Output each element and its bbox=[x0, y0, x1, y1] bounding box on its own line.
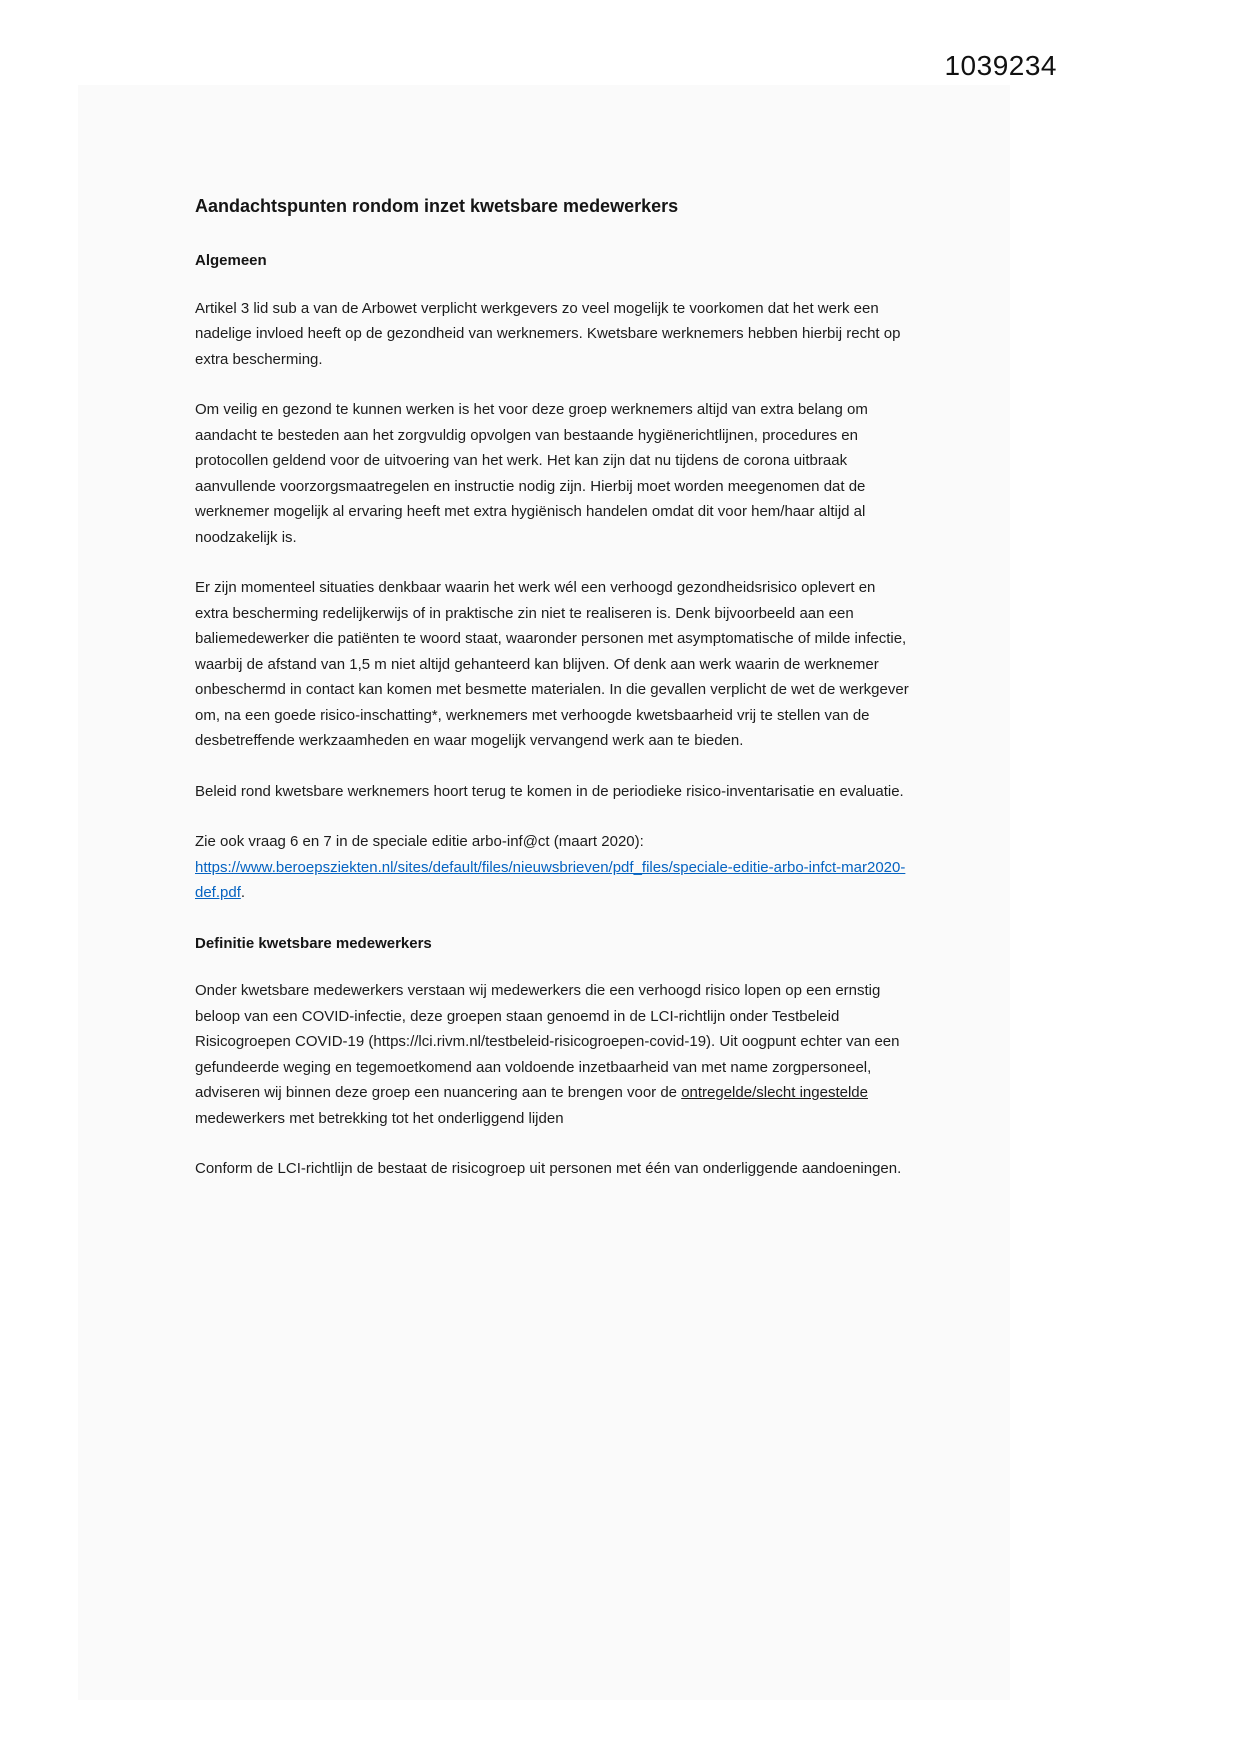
zie-ook-intro-text: Zie ook vraag 6 en 7 in de speciale editie arbo-inf@ct (maart 2020): bbox=[195, 833, 644, 850]
beroepsziekten-pdf-link[interactable]: https://www.beroepsziekten.nl/sites/default/files/nieuwsbrieven/pdf_files/speciale-editie-arbo-infct-mar2020-def.pdf bbox=[195, 858, 906, 901]
paragraph-zie-ook bbox=[195, 829, 911, 906]
paragraph-hygienerichtlijnen: Om veilig en gezond te kunnen werken is het voor deze groep werknemers altijd van extra belang om aandacht te besteden aan het zorgvuldig opvolgen van bestaande hygiënerichtlijnen, procedures en protocollen geldend voor de uitvoering van het werk. Het kan zijn dat nu tijdens de corona uitbraak aanvullende voorzorgsmaatregelen en instructie nodig zijn. Hierbij moet worden meegenomen dat de werknemer mogelijk al ervaring heeft met extra hygiënisch handelen omdat dit voor hem/haar altijd al noodzakelijk is. bbox=[195, 401, 868, 546]
heading-definitie: Definitie kwetsbare medewerkers bbox=[195, 934, 432, 952]
definitie-text-before: Onder kwetsbare medewerkers verstaan wij medewerkers die een verhoogd risico lopen op een ernstig beloop van een COVID-infectie, deze groepen staan genoemd in de LCI-richtlijn onder Testbeleid Risicogroepen COVID-19 (https://lci.rivm.nl/testbeleid-risicogroepen-covid-19). Uit oogpunt echter van een gefundeerde weging en tegemoetkomend aan voldoende inzetbaarheid van met name zorgpersoneel, adviseren wij binnen deze groep een nuancering aan te brengen voor de bbox=[195, 982, 900, 1101]
paragraph-beleid: Beleid rond kwetsbare werknemers hoort terug te komen in de periodieke risico-inventarisatie en evaluatie. bbox=[195, 782, 904, 800]
paragraph-arbowet: Artikel 3 lid sub a van de Arbowet verplicht werkgevers zo veel mogelijk te voorkomen dat het werk een nadelige invloed heeft op de gezondheid van werknemers. Kwetsbare werknemers hebben hierbij recht op extra bescherming. bbox=[195, 299, 901, 368]
section-algemeen bbox=[195, 248, 911, 906]
paragraph-conform-lci: Conform de LCI-richtlijn de bestaat de risicogroep uit personen met één van onderliggende aandoeningen. bbox=[195, 1160, 902, 1177]
definitie-text-after: medewerkers met betrekking tot het onderliggend lijden bbox=[195, 1109, 564, 1127]
document-body bbox=[195, 194, 911, 1207]
paragraph-definitie bbox=[195, 978, 911, 1131]
definitie-underlined-phrase: ontregelde/slecht ingestelde bbox=[681, 1084, 868, 1101]
document-title: Aandachtspunten rondom inzet kwetsbare medewerkers bbox=[195, 196, 679, 216]
heading-algemeen: Algemeen bbox=[195, 252, 267, 269]
document-number-stamp: 1039234 bbox=[944, 50, 1057, 81]
paragraph-verhoogd-risico: Er zijn momenteel situaties denkbaar waarin het werk wél een verhoogd gezondheidsrisico oplevert en extra bescherming redelijkerwijs of in praktische zin niet te realiseren is. Denk bijvoorbeeld aan een baliemedewerker die patiënten te woord staat, waaronder personen met asymptomatische of milde infectie, waarbij de afstand van 1,5 m niet altijd gehanteerd kan blijven. Of denk aan werk waarin de werknemer onbeschermd in contact kan komen met besmette materialen. In die gevallen verplicht de wet de werkgever om, na een goede risico-inschatting*, werknemers met verhoogde kwetsbaarheid vrij te stellen van de desbetreffende werkzaamheden en waar mogelijk vervangend werk aan te bieden. bbox=[195, 579, 909, 749]
section-definitie bbox=[195, 931, 911, 1182]
link-trailing-period: . bbox=[240, 884, 246, 901]
